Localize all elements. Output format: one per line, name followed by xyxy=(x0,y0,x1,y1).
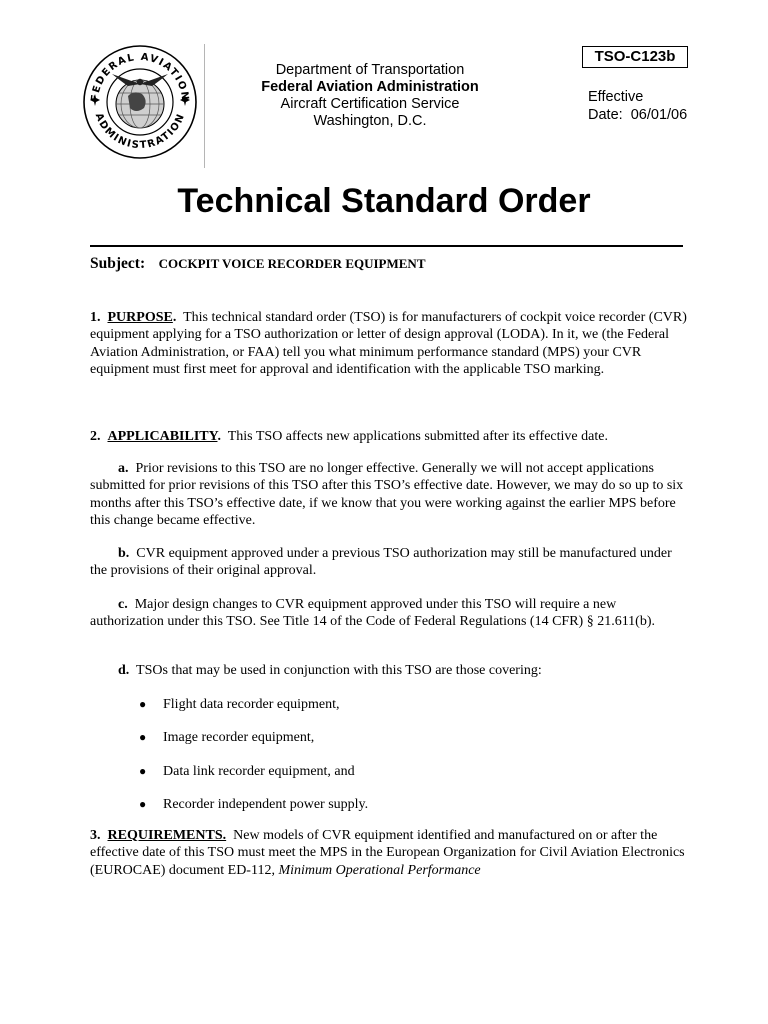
document-title: Technical Standard Order xyxy=(177,182,591,220)
list-item-text: Image recorder equipment, xyxy=(163,730,315,745)
subject-text: COCKPIT VOICE RECORDER EQUIPMENT xyxy=(158,256,426,271)
section-applicability: 2. APPLICABILITY. This TSO affects new applications submitted after its effective date. xyxy=(90,429,608,444)
list-item-text: Recorder independent power supply. xyxy=(163,797,369,812)
effective-date-block xyxy=(588,88,687,124)
section-number: 1. xyxy=(90,310,101,325)
department-name: Department of Transportation xyxy=(275,62,465,78)
subsection-text: TSOs that may be used in conjunction with this TSO are those covering: xyxy=(136,663,542,678)
section-body: This TSO affects new applications submitted after its effective date. xyxy=(227,429,608,444)
section-heading: REQUIREMENTS. xyxy=(107,828,227,843)
date-label: Date: xyxy=(588,107,623,123)
subsection-text: CVR equipment approved under a previous TSO authorization may still be manufactured under the provisions of their original approval. xyxy=(90,546,672,579)
date-value: 06/01/06 xyxy=(630,107,688,123)
city-name: Washington, D.C. xyxy=(313,113,427,129)
subsection-d xyxy=(90,662,690,679)
section-number: 2. xyxy=(90,429,101,444)
subsection-label: c. xyxy=(118,597,128,612)
bullet-icon: ● xyxy=(139,697,147,711)
svg-text:FEDERAL AVIATION: FEDERAL AVIATION xyxy=(89,51,191,103)
header-divider xyxy=(204,44,205,168)
subsection-b xyxy=(90,545,690,580)
section-body-italic: Minimum Operational Performance xyxy=(278,862,481,878)
section-heading: APPLICABILITY xyxy=(107,429,218,444)
bullet-icon: ● xyxy=(139,797,147,811)
section-purpose: 1. PURPOSE. This technical standard order (TSO) is for manufacturers of cockpit voice recorder (CVR) equipment applying for a TSO authorization or letter of design approval (LODA). In it, we (the Federal Aviation Administration, or FAA) tell you what minimum performance standard (MPS) your CVR equipment must first meet for approval and identification with the applicable TSO marking. xyxy=(90,310,687,378)
subsection-text: Prior revisions to this TSO are no longer effective. Generally we will not accept applications submitted for prior revisions of this TSO after this TSO’s effective date. However, we may do so up to six months after this TSO’s effective date, if we know that you were working against the earlier MPS before this change became effective. xyxy=(90,461,684,529)
subsection-text: Major design changes to CVR equipment approved under this TSO will require a new authorization under this TSO. See Title 14 of the Code of Federal Regulations (14 CFR) § 21.611(b). xyxy=(90,597,655,630)
subsection-label: b. xyxy=(118,546,130,561)
section-body: This technical standard order (TSO) is for manufacturers of cockpit voice recorder (CVR) equipment applying for a TSO authorization or letter of design approval (LODA). In it, we (the Federal Aviation Administration, or FAA) tell you what minimum performance standard (MPS) your CVR equipment must first meet for approval and identification with the applicable TSO marking. xyxy=(90,310,687,378)
subject-line xyxy=(90,255,425,273)
tso-number-box: TSO-C123b xyxy=(582,46,688,68)
agency-name: Federal Aviation Administration xyxy=(261,79,479,95)
list-item xyxy=(139,696,340,713)
list-item xyxy=(139,796,368,813)
section-requirements xyxy=(90,827,690,879)
section-heading: PURPOSE xyxy=(107,310,173,325)
service-name: Aircraft Certification Service xyxy=(280,96,460,112)
subsection-label: a. xyxy=(118,461,129,476)
title-rule xyxy=(90,245,683,247)
subject-label: Subject: xyxy=(90,255,146,272)
subsection-a xyxy=(90,460,690,530)
list-item-text: Data link recorder equipment, and xyxy=(163,764,355,779)
bullet-icon: ● xyxy=(139,730,147,744)
list-item xyxy=(139,763,355,780)
section-body: New models of CVR equipment identified and manufactured on or after the effective date of this TSO must meet the MPS in the European Organization for Civil Aviation Electronics (EUROCAE) document ED-112, xyxy=(90,828,685,878)
agency-block xyxy=(240,62,500,130)
section-number: 3. xyxy=(90,828,101,843)
subsection-c xyxy=(90,596,690,631)
effective-label: Effective xyxy=(588,89,644,105)
bullet-icon: ● xyxy=(139,764,147,778)
list-item-text: Flight data recorder equipment, xyxy=(163,697,340,712)
svg-text:ADMINISTRATION: ADMINISTRATION xyxy=(92,111,188,152)
subsection-label: d. xyxy=(118,663,130,678)
faa-seal-logo xyxy=(82,44,198,160)
list-item xyxy=(139,729,314,746)
effective-date xyxy=(588,106,687,124)
